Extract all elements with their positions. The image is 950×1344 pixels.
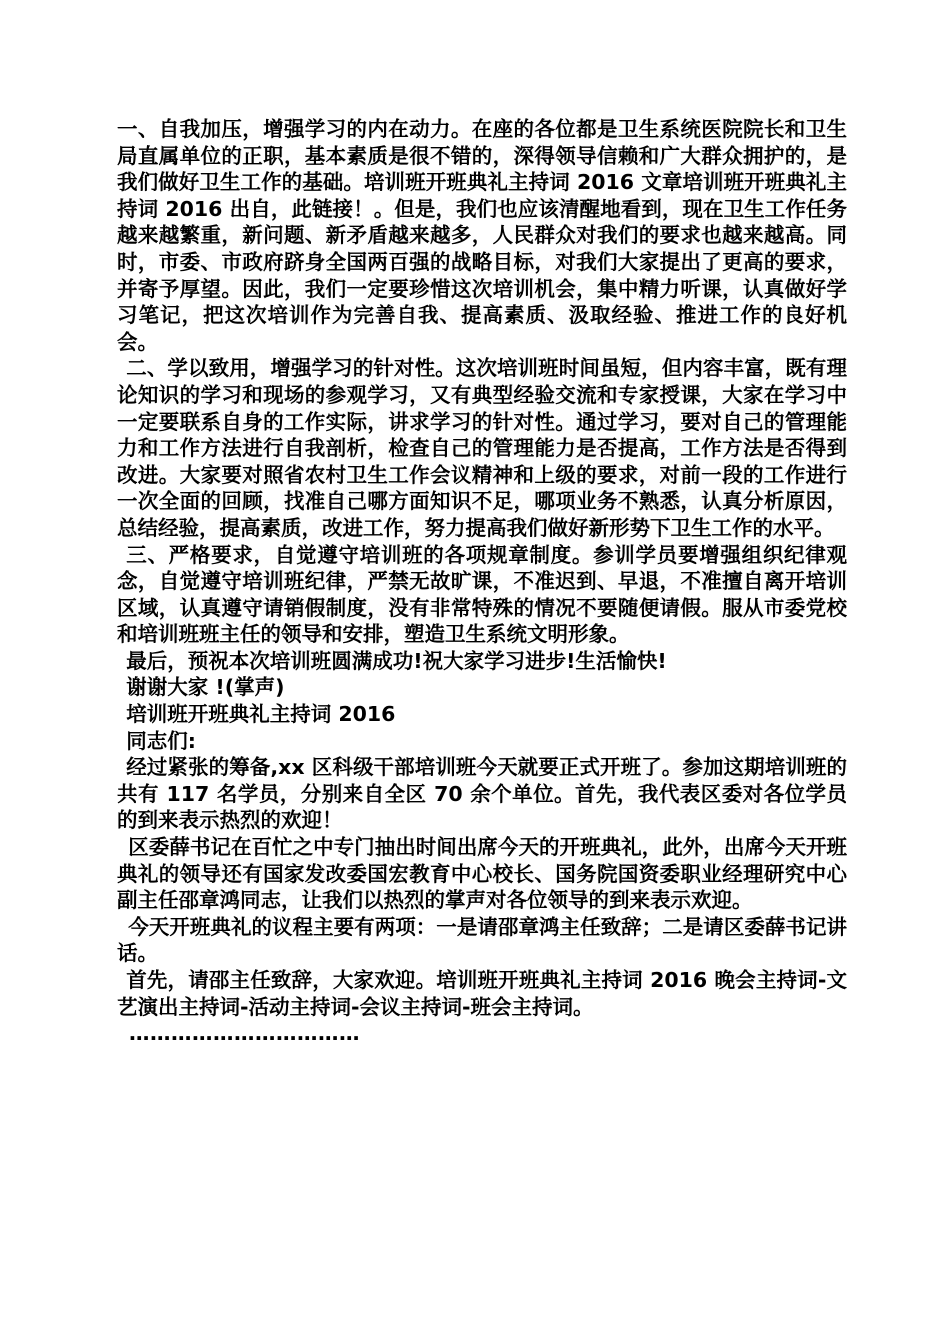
ellipsis-line: …………………………… — [129, 1021, 360, 1046]
paragraph-3: 三、严格要求，自觉遵守培训班的各项规章制度。参训学员要增强组织纪律观念，自觉遵守培训班纪律，严禁无故旷课，不准迟到、早退，不准擅自离开培训区域，认真遵守请销假制度，没有非常特殊的情况不要随便请假。服从市委党校和培训班班主任的领导和安排，塑造卫生系统文明形象。 — [117, 542, 847, 647]
closing-wish: 最后，预祝本次培训班圆满成功!祝大家学习进步!生活愉快! — [126, 648, 667, 673]
paragraph-4: 经过紧张的筹备,xx 区科级干部培训班今天就要正式开班了。参加这期培训班的共有 117 名学员，分别来自全区 70 余个单位。首先，我代表区委对各位学员的到来表示热烈的欢迎！ — [117, 755, 847, 833]
paragraph-5: 区委薛书记在百忙之中专门抽出时间出席今天的开班典礼，此外，出席今天开班典礼的领导还有国家发改委国宏教育中心校长、国务院国资委职业经理研究中心副主任邵章鸿同志，让我们以热烈的掌声对各位领导的到来表示欢迎。 — [117, 835, 847, 913]
document-body — [117, 116, 847, 1047]
paragraph-1: 一、自我加压，增强学习的内在动力。在座的各位都是卫生系统医院院长和卫生局直属单位的正职，基本素质是很不错的，深得领导信赖和广大群众拥护的，是我们做好卫生工作的基础。培训班开班典礼主持词 2016 文章培训班开班典礼主持词 2016 出自，此链接！。但是，我们也应该清醒地看到，现在卫生工作任务越来越繁重，新问题、新矛盾越来越多，人民群众对我们的要求也越来越高。同时，市委、市政府跻身全国两百强的战略目标，对我们大家提出了更高的要求，并寄予厚望。因此，我们一定要珍惜这次培训机会，集中精力听课，认真做好学习笔记，把这次培训作为完善自我、提高素质、汲取经验、推进工作的良好机会。 — [117, 117, 847, 354]
paragraph-2: 二、学以致用，增强学习的针对性。这次培训班时间虽短，但内容丰富，既有理论知识的学习和现场的参观学习，又有典型经验交流和专家授课，大家在学习中一定要联系自身的工作实际，讲求学习的针对性。通过学习，要对自己的管理能力和工作方法进行自我剖析，检查自己的管理能力是否提高，工作方法是否得到改进。大家要对照省农村卫生工作会议精神和上级的要求，对前一段的工作进行一次全面的回顾，找准自己哪方面知识不足，哪项业务不熟悉，认真分析原因，总结经验，提高素质，改进工作，努力提高我们做好新形势下卫生工作的水平。 — [117, 356, 847, 540]
salutation: 同志们: — [126, 728, 196, 753]
paragraph-6: 今天开班典礼的议程主要有两项：一是请邵章鸿主任致辞；二是请区委薛书记讲话。 — [117, 914, 847, 966]
thanks-line: 谢谢大家 !(掌声) — [126, 675, 285, 700]
paragraph-7: 首先，请邵主任致辞，大家欢迎。培训班开班典礼主持词 2016 晚会主持词-文艺演出主持词-活动主持词-会议主持词-班会主持词。 — [117, 968, 847, 1019]
section-title: 培训班开班典礼主持词 2016 — [126, 702, 396, 727]
